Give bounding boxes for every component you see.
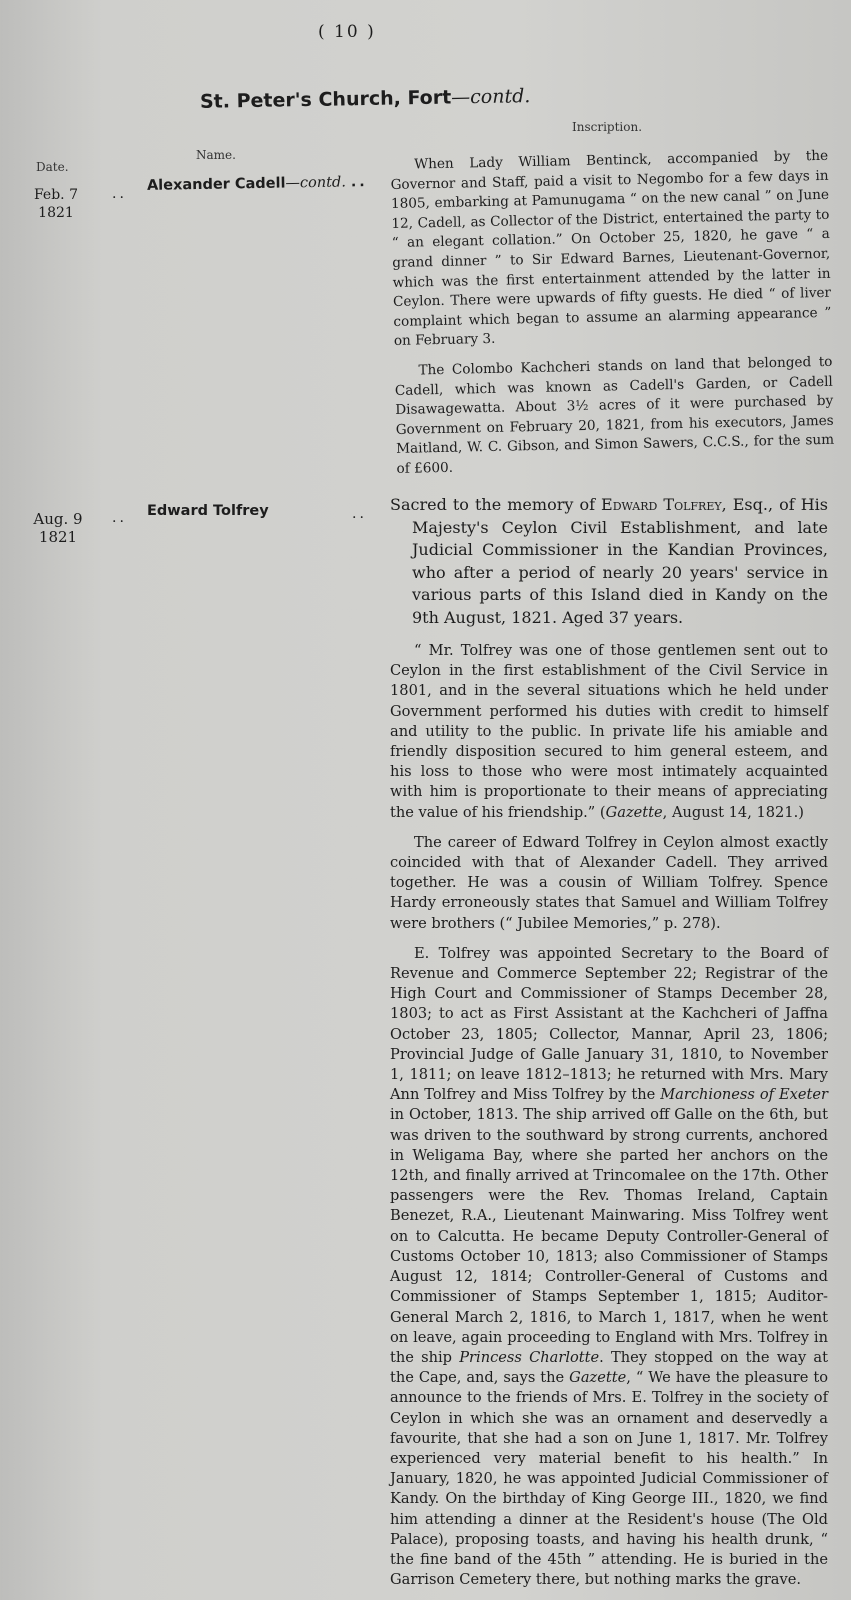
entry-date-year: 1821 (38, 205, 74, 221)
entry-name: Edward Tolfrey (147, 503, 269, 519)
entry-date-year: 1821 (38, 528, 78, 546)
title-main: St. Peter's Church, Fort (199, 86, 452, 113)
leader-dots: .. (112, 510, 127, 526)
paragraph-text: in October, 1813. The ship arrived off Galle on the 6th, but was driven to the southward by strong currents, anchored in Weligama Bay, where she parted her anchors on the 12th, and finally arrived at Trincomalee on the 17th. Other passengers were the Rev. Thomas Ireland, Captain Benezet, R.A., Lieutenant Mainwaring. Miss Tolfrey went on to Calcutta. He became Deputy Controller-General of Customs October 10, 1813; also Commissioner of Stamps August 12, 1814; Controller-General of Customs and Commissioner of Stamps September 1, 1815; Auditor-General March 2, 1816, to March 1, 1817, when he went on leave, again proceeding to England with Mrs. Tolfrey in the ship (390, 1106, 828, 1366)
paragraph-text: When Lady William Bentinck, accompanied by the Governor and Staff, paid a visit to Negombo for a few days in 1805, embarking at Pamunugama “ on the new canal ” on June 12, Cadell, as Collector of the District, entertained the party to “ an elegant collation.” On October 25, 1820, he gave “ a grand dinner ” to Sir Edward Barnes, Lieutenant-Governor, which was the first entertainment attended by the latter in Ceylon. There were upwards of fifty guests. He died “ of liver complaint which began to assume an alarming appearance ” on February 3. (390, 147, 832, 350)
paragraph-text: The career of Edward Tolfrey in Ceylon almost exactly coincided with that of Alexander Cadell. They arrived together. He was a cousin of William Tolfrey. Spence Hardy erroneously states that Samuel and William Tolfrey were brothers (“ Jubilee Memories,” p. 278). (390, 833, 828, 932)
page-title (200, 85, 531, 113)
paragraph-text: E. Tolfrey was appointed Secretary to the Board of Revenue and Commerce September 22; Registrar of the High Court and Commissioner of Stamps December 28, 1803; to act as First Assistant at the Kachcheri of Jaffna October 23, 1805; Collector, Mannar, April 23, 1806; Provincial Judge of Galle January 31, 1810, to November 1, 1811; on leave 1812–1813; he returned with Mrs. Mary Ann Tolfrey and Miss Tolfrey by the (390, 944, 828, 1104)
inscription-paragraph (390, 944, 828, 1591)
inscription-paragraph (390, 641, 828, 823)
italic-text: Marchioness of Exeter (660, 1086, 829, 1104)
paragraph-text: , Esq., of His Majesty's Ceylon Civil Establishment, and late Judicial Commissioner in the Kandian Provinces, who after a period of nearly 20 years' service in various parts of this Island died in Kandy on the 9th August, 1821. Aged 37 years. (412, 495, 828, 627)
column-header-inscription: Inscription. (572, 120, 643, 134)
italic-text: Princess Charlotte (459, 1348, 600, 1366)
entry-date-day: Feb. 7 (33, 187, 78, 203)
paragraph-text: , “ We have the pleasure to announce to the friends of Mrs. E. Tolfrey in the society of Ceylon in which she was an ornament and deservedly a favourite, that she had a son on June 1, 1817. Mr. Tolfrey experienced very material benefit to his health.” In January, 1820, he was appointed Judicial Commissioner of Kandy. On the birthday of King George III., 1820, we find him attending a dinner at the Resident's house (The Old Palace), proposing toasts, and having his health drunk, “ the fine band of the 45th ” attending. He is buried in the Garrison Cemetery there, but nothing marks the grave. (390, 1369, 829, 1589)
entry-name-text: Alexander Cadell (146, 175, 286, 194)
entry-name-suffix: —contd. (285, 174, 347, 192)
page-number: ( 10 ) (318, 22, 376, 42)
inscription-paragraph (390, 147, 832, 352)
entry-inscription (390, 147, 835, 490)
title-suffix: —contd. (450, 85, 531, 109)
paragraph-text: . They stopped on the way at the Cape, and, says the (390, 1348, 828, 1387)
inscription-paragraph (394, 353, 834, 480)
entry-date (24, 186, 88, 222)
column-header-name: Name. (196, 148, 236, 162)
entry-date (26, 510, 90, 546)
paragraph-text: The Colombo Kachcheri stands on land that belonged to Cadell, which was known as Cadell's Garden, or Cadell Disawagewatta. About 3½ acres of it were purchased by Government on February 20, 1821, from his executors, James Maitland, W. C. Gibson, and Simon Sawers, C.C.S., for the sum of £600. (394, 353, 835, 477)
italic-text: Gazette (605, 803, 663, 821)
paragraph-text: “ Mr. Tolfrey was one of those gentlemen sent out to Ceylon in the first establishment of the Civil Service in 1801, and in the several situations which he held under Government performed his duties with credit to himself and utility to the public. In private life his amiable and friendly disposition secured to him general esteem, and his loss to those who were most intimately acquainted with him is proportionate to their means of appreciating the value of his friendship.” ( (390, 642, 828, 821)
paragraph-text: Sacred to the memory of (390, 495, 602, 514)
leader-dots: .. (350, 174, 368, 191)
leader-dots: .. (352, 506, 367, 522)
entry-date-day: Aug. 9 (33, 510, 83, 528)
inscription-paragraph (390, 494, 828, 629)
inscription-paragraph (390, 833, 828, 934)
paragraph-text: , August 14, 1821.) (662, 803, 804, 821)
column-header-date: Date. (36, 160, 69, 174)
entry-inscription (390, 494, 828, 1600)
leader-dots: .. (112, 186, 127, 202)
paragraph-text: Edward Tolfrey (601, 495, 722, 514)
entry-name (147, 174, 368, 194)
italic-text: Gazette (569, 1369, 627, 1387)
